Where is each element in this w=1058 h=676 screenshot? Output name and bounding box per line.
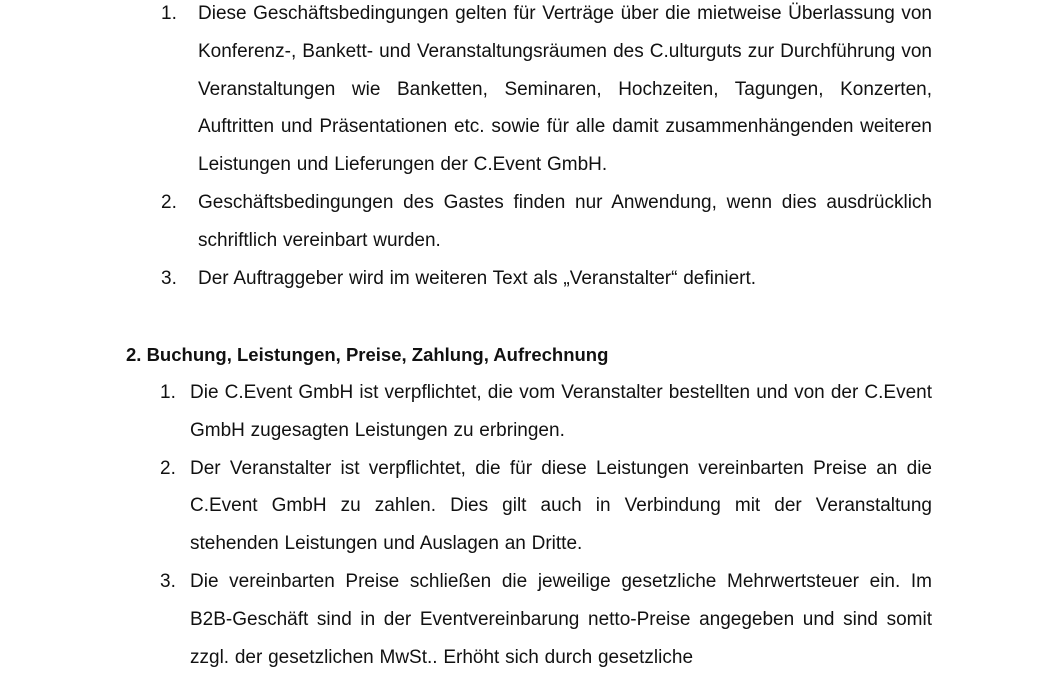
item-number: 2. — [160, 457, 176, 479]
item-text: Geschäftsbedingungen des Gastes finden nur Anwendung, wenn dies ausdrücklich schriftlich vereinbart wurden. — [198, 191, 932, 251]
item-number: 1. — [161, 3, 177, 24]
list-item — [160, 374, 932, 450]
item-text: Der Veranstalter ist verpflichtet, die für diese Leistungen vereinbarten Preise an die C.Event GmbH zu zahlen. Dies gilt auch in Verbindung mit der Veranstaltung stehenden Leistungen und Auslagen an Dritte. — [190, 457, 932, 555]
list-item — [161, 184, 932, 260]
item-number: 1. — [160, 382, 176, 403]
item-number: 3. — [161, 267, 177, 289]
item-text: Die C.Event GmbH ist verpflichtet, die vom Veranstalter bestellten und von der C.Event GmbH zugesagten Leistungen zu erbringen. — [190, 382, 932, 441]
list-item — [161, 260, 932, 298]
section-2-list — [160, 374, 932, 676]
section-1-list — [161, 0, 932, 297]
section-2-heading: 2. Buchung, Leistungen, Preise, Zahlung, Aufrechnung — [126, 344, 609, 365]
item-number: 2. — [161, 191, 177, 213]
item-text: Die vereinbarten Preise schließen die jeweilige gesetzliche Mehrwertsteuer ein. Im B2B-Geschäft sind in der Eventvereinbarung netto-Preise angegeben und sind somit zzgl. der gesetzlichen MwSt.. Erhöht sich durch gesetzliche — [190, 570, 932, 668]
item-text: Diese Geschäftsbedingungen gelten für Verträge über die mietweise Überlassung von Konferenz-, Bankett- und Veranstaltungsräumen des C.ulturguts zur Durchführung von Veranstaltungen wie Banketten, Seminaren, Hochzeiten, Tagungen, Konzerten, Auftritten und Präsentationen etc. sowie für alle damit zusammenhängenden weiteren Leistungen und Lieferungen der C.Event GmbH. — [198, 3, 932, 176]
item-number: 3. — [160, 570, 176, 592]
list-item — [160, 563, 932, 676]
item-text: Der Auftraggeber wird im weiteren Text als „Veranstalter“ definiert. — [198, 267, 757, 289]
list-item — [161, 0, 932, 184]
list-item — [160, 450, 932, 563]
